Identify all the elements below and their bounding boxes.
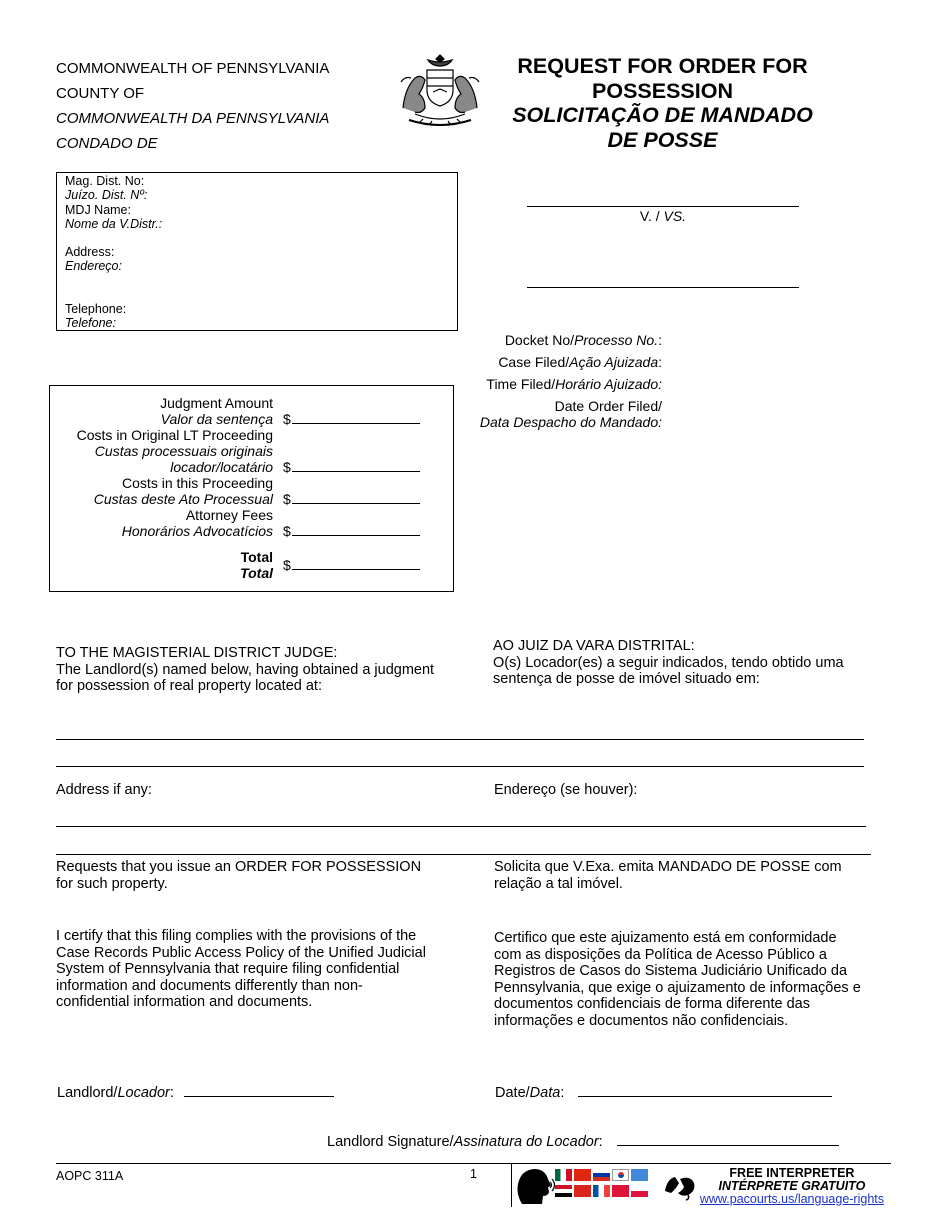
to-judge-heading-pt: AO JUIZ DA VARA DISTRITAL: bbox=[493, 638, 695, 654]
interpreter-text bbox=[700, 1167, 884, 1206]
costs-original-field[interactable]: $ bbox=[283, 459, 420, 475]
case-filed-label: Case Filed/Ação Ajuizada: bbox=[498, 354, 662, 370]
date-field[interactable]: Date/Data: bbox=[495, 1085, 832, 1102]
mag-dist-no-label-pt: Juízo. Dist. Nº: bbox=[65, 188, 148, 203]
request-text: Requests that you issue an ORDER FOR POSSESSION for such property. bbox=[56, 859, 422, 892]
form-title bbox=[490, 54, 835, 152]
judgment-amount-label: Judgment Amount bbox=[160, 395, 273, 411]
judgment-amount-field[interactable]: $ bbox=[283, 411, 420, 427]
landlord-signature-field[interactable]: Landlord Signature/Assinatura do Locador: bbox=[327, 1134, 839, 1151]
mag-dist-no-label: Mag. Dist. No: bbox=[65, 174, 145, 188]
address-label-pt: Endereço: bbox=[65, 259, 122, 274]
county-label: COUNTY OF bbox=[56, 85, 145, 102]
jurisdiction-block bbox=[56, 56, 329, 156]
pennsylvania-coat-of-arms-icon bbox=[395, 52, 485, 128]
attorney-fees-field[interactable]: $ bbox=[283, 523, 420, 539]
landlord-intro-pt: O(s) Locador(es) a seguir indicados, tendo obtido uma sentença de posse de imóvel situado em: bbox=[493, 654, 844, 687]
court-info-box[interactable] bbox=[56, 172, 458, 331]
certification-text-pt: Certifico que este ajuizamento está em conformidade com as disposições da Política de Acesso Público a Registros de Casos do Sistema Judiciário Unificado da Pennsylvania, que exige o ajuizamento de informações e documentos confidenciais de forma diferente das informações e documentos não confidenciais. bbox=[494, 930, 861, 1029]
title-en-line2: POSSESSION bbox=[592, 78, 733, 103]
judgment-amounts-box bbox=[49, 385, 454, 592]
page-number: 1 bbox=[470, 1167, 477, 1181]
speaking-head-icon bbox=[514, 1166, 556, 1206]
costs-this-label: Costs in this Proceeding bbox=[122, 475, 273, 491]
date-order-filed-label: Date Order Filed/ Data Despacho do Mandado: bbox=[479, 398, 662, 430]
jurisdiction-line-pt: COMMONWEALTH DA PENNSYLVANIA bbox=[56, 110, 330, 127]
defendant-line[interactable] bbox=[527, 287, 799, 288]
time-filed-label: Time Filed/Horário Ajuizado: bbox=[486, 376, 662, 392]
total-field[interactable]: $ bbox=[283, 557, 420, 573]
intro-en bbox=[56, 645, 436, 695]
versus-label: V. / VS. bbox=[639, 208, 687, 224]
costs-original-label: Costs in Original LT Proceeding bbox=[76, 427, 273, 443]
costs-original-label-pt2: locador/locatário bbox=[170, 459, 273, 475]
title-pt-line2: DE POSSE bbox=[607, 127, 718, 152]
request-text-pt: Solicita que V.Exa. emita MANDADO DE POSSE com relação a tal imóvel. bbox=[494, 859, 842, 892]
property-line-1[interactable] bbox=[56, 739, 864, 740]
county-label-pt: CONDADO DE bbox=[56, 135, 158, 152]
attorney-fees-label-pt: Honorários Advocatícios bbox=[121, 523, 273, 539]
certification-text: I certify that this filing complies with the provisions of the Case Records Public Access Policy of the Unified Judicial System of Pennsylvania that require filing confidential information and documents differently than non-confidential information and documents. bbox=[56, 928, 426, 1010]
language-rights-link[interactable]: www.pacourts.us/language-rights bbox=[699, 1192, 884, 1206]
interpreter-en: FREE INTERPRETER bbox=[729, 1166, 855, 1180]
costs-this-field[interactable]: $ bbox=[283, 491, 420, 507]
property-line-2[interactable] bbox=[56, 766, 864, 767]
attorney-fees-label: Attorney Fees bbox=[185, 507, 273, 523]
to-judge-heading: TO THE MAGISTERIAL DISTRICT JUDGE: bbox=[56, 645, 338, 661]
costs-this-label-pt: Custas deste Ato Processual bbox=[93, 491, 273, 507]
form-code: AOPC 311A bbox=[56, 1169, 124, 1183]
address-if-any-label-pt: Endereço (se houver): bbox=[494, 782, 638, 798]
jurisdiction-line: COMMONWEALTH OF PENNSYLVANIA bbox=[56, 60, 330, 77]
interpreter-pt: INTÉRPRETE GRATUITO bbox=[718, 1179, 866, 1193]
docket-no-label: Docket No/Processo No.: bbox=[504, 332, 662, 348]
address-line-1[interactable] bbox=[56, 826, 866, 827]
mdj-name-label: MDJ Name: bbox=[65, 202, 131, 217]
title-pt-line1: SOLICITAÇÃO DE MANDADO bbox=[512, 103, 813, 127]
plaintiff-line[interactable] bbox=[527, 206, 799, 207]
costs-original-label-pt1: Custas processuais originais bbox=[94, 443, 273, 459]
address-if-any-label: Address if any: bbox=[56, 782, 152, 798]
title-en-line1: REQUEST FOR ORDER FOR bbox=[517, 54, 808, 78]
telephone-label: Telephone: bbox=[65, 301, 127, 316]
total-label: Total bbox=[240, 549, 273, 565]
intro-pt bbox=[493, 638, 853, 688]
landlord-intro: The Landlord(s) named below, having obtained a judgment for possession of real property located at: bbox=[56, 661, 435, 694]
landlord-field[interactable]: Landlord/Locador: bbox=[57, 1085, 334, 1102]
address-line-2[interactable] bbox=[56, 854, 871, 855]
telephone-label-pt: Telefone: bbox=[65, 316, 116, 331]
total-label-pt: Total bbox=[240, 565, 273, 581]
judgment-amount-label-pt: Valor da sentença bbox=[160, 411, 273, 427]
mdj-name-label-pt: Nome da V.Distr.: bbox=[65, 216, 163, 231]
sign-language-icon bbox=[662, 1171, 698, 1201]
address-label: Address: bbox=[65, 245, 115, 260]
